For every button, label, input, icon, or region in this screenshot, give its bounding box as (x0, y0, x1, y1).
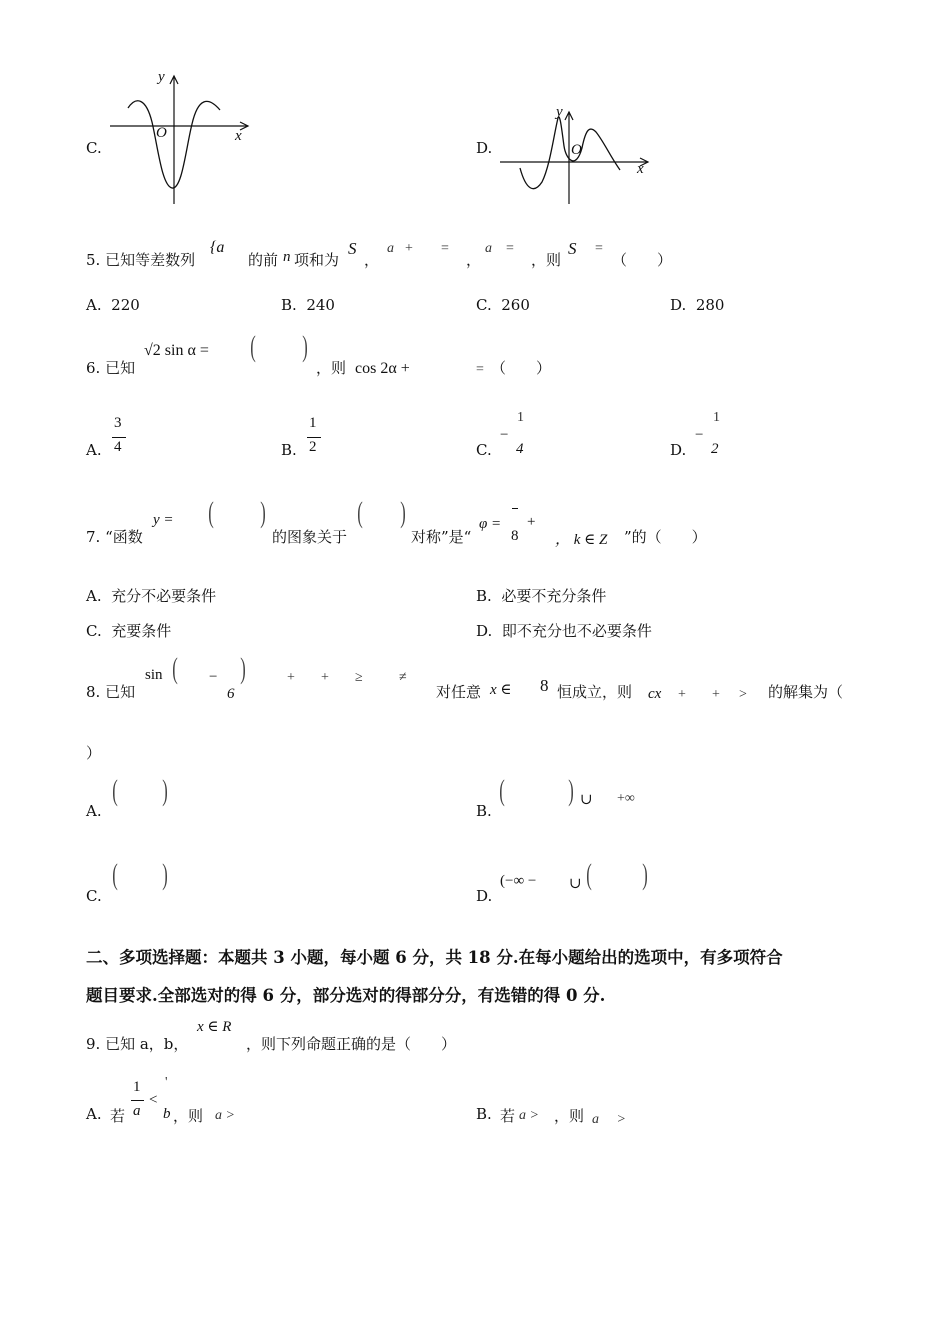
q5-comma2: ， (466, 251, 482, 269)
q5-option-d-label: D. (670, 296, 687, 314)
q5-option-c (476, 296, 530, 314)
q8-frag-ge: ≥ (355, 670, 363, 685)
q7-option-a (86, 585, 216, 606)
q5-seq-open: {a (210, 239, 225, 256)
q6-option-d-den: 2 (711, 441, 719, 457)
q8-right-paren: ) (240, 652, 246, 685)
q8-left-paren: ( (172, 652, 178, 685)
q7-option-c-label: C. (86, 622, 102, 640)
q7-option-c (86, 620, 171, 641)
q6-option-a-bar (112, 437, 126, 438)
q7-left-paren: ( (208, 496, 214, 529)
q9-x-in-r: x ∈ R (197, 1019, 232, 1035)
q6-left-paren: ( (250, 330, 256, 363)
q8-x-in: x ∈ (490, 682, 512, 698)
q8-option-c-label: C. (86, 887, 102, 905)
q7-eight: 8 (511, 528, 519, 544)
q5-option-a-label: A. (86, 296, 102, 314)
q5-frag-a: a (387, 241, 394, 256)
section2-heading-line2: 题目要求.全部选对的得 6 分，部分选对的得部分分，有选错的得 0 分. (86, 986, 606, 1005)
q8-option-d-label: D. (476, 887, 493, 905)
q6-option-a-num: 3 (114, 415, 122, 431)
q9-option-a-den: a (133, 1103, 141, 1119)
q5-sum-s: S (348, 239, 357, 258)
q5-option-a-value: 220 (111, 296, 140, 314)
q6-option-c-label: C. (476, 441, 492, 459)
section2-heading-line1: 二、多项选择题：本题共 3 小题，每小题 6 分，共 18 分.在每小题给出的选项中，有多项符合 (86, 948, 783, 967)
q9-option-a-label: A. (86, 1105, 102, 1123)
q7-option-b-text: 必要不充分条件 (501, 587, 607, 605)
q8-text-start: 8. 已知 (86, 683, 136, 701)
q7-option-b (476, 585, 606, 606)
q7-right-paren: ) (260, 496, 266, 529)
q6-expr2: cos 2α + (355, 360, 410, 377)
graph-c-origin-label: O (156, 125, 167, 141)
q7-phi-eq: φ = (479, 516, 502, 532)
q9-option-a-lt: < (149, 1092, 158, 1108)
q6-option-a-den: 4 (114, 439, 122, 455)
q9-option-b-then: ，则 (554, 1107, 585, 1125)
q7-frac-bar (512, 508, 518, 509)
q8-sin: sin (145, 667, 163, 683)
q6-option-d-num: 1 (713, 410, 720, 425)
q8-option-a-label: A. (86, 802, 102, 820)
q6-option-d-label: D. (670, 441, 687, 459)
q8-text-hold: 恒成立，则 (557, 683, 633, 701)
q8-text-solution: 的解集为（ (768, 683, 844, 701)
q8-option-b-union: ∪ (580, 792, 593, 808)
q9-text-end: ，则下列命题正确的是（ ） (246, 1035, 457, 1053)
graph-d-label: D. (476, 139, 493, 157)
q8-frag-ne: ≠ (399, 670, 407, 685)
q8-option-b-inf: +∞ (617, 791, 635, 806)
q5-frag-eq3: = (595, 241, 603, 256)
q8-option-b-label: B. (476, 802, 492, 820)
q5-frag-eq2: = (506, 241, 514, 256)
q6-text-start: 6. 已知 (86, 359, 136, 377)
q9-option-a-b: b (163, 1106, 171, 1122)
q9-option-b-if: 若 (500, 1107, 516, 1125)
q5-option-a (86, 296, 140, 314)
q9-option-a-if: 若 (110, 1107, 126, 1125)
q8-option-c-lparen: ( (112, 858, 118, 891)
q6-option-a-label: A. (86, 441, 102, 459)
q5-text-then: ，则 (531, 251, 562, 269)
q7-sym-right-paren: ) (400, 496, 406, 529)
q8-option-d-union: ∪ (569, 876, 582, 892)
graph-d-origin-label: O (571, 142, 582, 158)
q6-eq: = (476, 362, 484, 377)
q8-gt: > (739, 687, 747, 702)
q5-text-mid2: 项和为 (294, 251, 340, 269)
q7-option-d-text: 即不充分也不必要条件 (501, 622, 652, 640)
q7-text-end: ”的（ ） (624, 528, 707, 546)
graph-c-label: C. (86, 139, 102, 157)
q9-option-a-bar (131, 1100, 144, 1101)
q9-option-a-a-gt: a > (215, 1108, 235, 1123)
q8-frag-plus4: + (712, 687, 720, 702)
q5-text-start: 5. 已知等差数列 (86, 251, 196, 269)
q6-option-c-den: 4 (516, 441, 524, 457)
q6-option-b-num: 1 (309, 415, 317, 431)
q5-sum-s2: S (568, 239, 577, 258)
q8-six: 6 (227, 686, 235, 702)
q8-minus: − (209, 669, 218, 685)
q5-option-d (670, 296, 724, 314)
q6-right-paren: ) (302, 330, 308, 363)
q8-cx: cx (648, 686, 662, 702)
q9-option-b-label: B. (476, 1105, 492, 1123)
graph-c-x-label: x (235, 128, 242, 144)
q5-comma1: ， (364, 251, 380, 269)
q8-option-b-rparen: ) (568, 774, 574, 807)
q8-option-a-rparen: ) (162, 774, 168, 807)
q6-option-b-bar (307, 437, 321, 438)
graph-d (498, 104, 658, 214)
q8-option-d-neg-inf: (−∞ − (500, 873, 537, 889)
q5-option-d-value: 280 (695, 296, 725, 314)
q5-answer-paren: （ ） (612, 251, 673, 269)
q6-option-c-sign: − (500, 427, 509, 443)
q5-n: n (283, 249, 291, 265)
q5-option-b-label: B. (281, 296, 297, 314)
q9-option-a-num: 1 (133, 1079, 141, 1095)
q7-option-d (476, 620, 652, 641)
q7-option-b-label: B. (476, 587, 492, 605)
q7-option-a-text: 充分不必要条件 (111, 587, 217, 605)
q6-option-b-den: 2 (309, 439, 317, 455)
q7-sym-left-paren: ( (357, 496, 363, 529)
q8-eight: 8 (540, 676, 549, 695)
q6-option-d-sign: − (695, 427, 704, 443)
q7-text-sym: 对称”是“ (411, 528, 472, 546)
q8-option-b-lparen: ( (499, 774, 505, 807)
q9-option-b-a-gt: a > (519, 1108, 539, 1123)
graph-d-x-label: x (637, 161, 644, 177)
graph-c-y-label: y (158, 69, 165, 85)
q9-option-b-a-gt2: a > (592, 1112, 626, 1127)
q6-text-then: ，则 (316, 359, 347, 377)
graph-d-y-label: y (556, 104, 563, 120)
q5-frag-eq: = (441, 241, 449, 256)
q5-frag-a2: a (485, 241, 492, 256)
q5-text-mid: 的前 (248, 251, 279, 269)
q5-frag-plus: + (405, 241, 413, 256)
q8-paren-close: ） (86, 744, 102, 762)
q8-option-a-lparen: ( (112, 774, 118, 807)
q8-text-forall: 对任意 (436, 683, 482, 701)
q8-frag-plus1: + (287, 670, 295, 685)
q9-option-a-tick: ' (165, 1075, 168, 1090)
q5-option-c-value: 260 (501, 296, 530, 314)
q7-option-d-label: D. (476, 622, 493, 640)
graph-d-curve (520, 117, 620, 189)
q6-option-c-num: 1 (517, 410, 524, 425)
q7-option-a-label: A. (86, 587, 102, 605)
q6-expr: √2 sin α = (144, 342, 209, 359)
q7-y-eq: y = (153, 512, 174, 528)
q5-option-b-value: 240 (306, 296, 335, 314)
q5-option-b (281, 296, 335, 314)
q8-option-d-rparen: ) (642, 858, 648, 891)
q7-option-c-text: 充要条件 (111, 622, 172, 640)
q8-option-d-lparen: ( (586, 858, 592, 891)
q9-text-start: 9. 已知 a，b， (86, 1035, 189, 1053)
q8-frag-plus2: + (321, 670, 329, 685)
q7-text-start: 7. “函数 (86, 528, 143, 546)
q6-answer-paren: （ ） (491, 359, 552, 377)
q9-option-a-then: ，则 (173, 1107, 204, 1125)
q7-text-mid: 的图象关于 (272, 528, 348, 546)
q5-option-c-label: C. (476, 296, 492, 314)
q6-option-b-label: B. (281, 441, 297, 459)
q7-plus: + (527, 514, 536, 530)
q8-frag-plus3: + (678, 687, 686, 702)
q8-option-c-rparen: ) (162, 858, 168, 891)
q7-k-in-z: ， k ∈ Z (555, 532, 608, 548)
